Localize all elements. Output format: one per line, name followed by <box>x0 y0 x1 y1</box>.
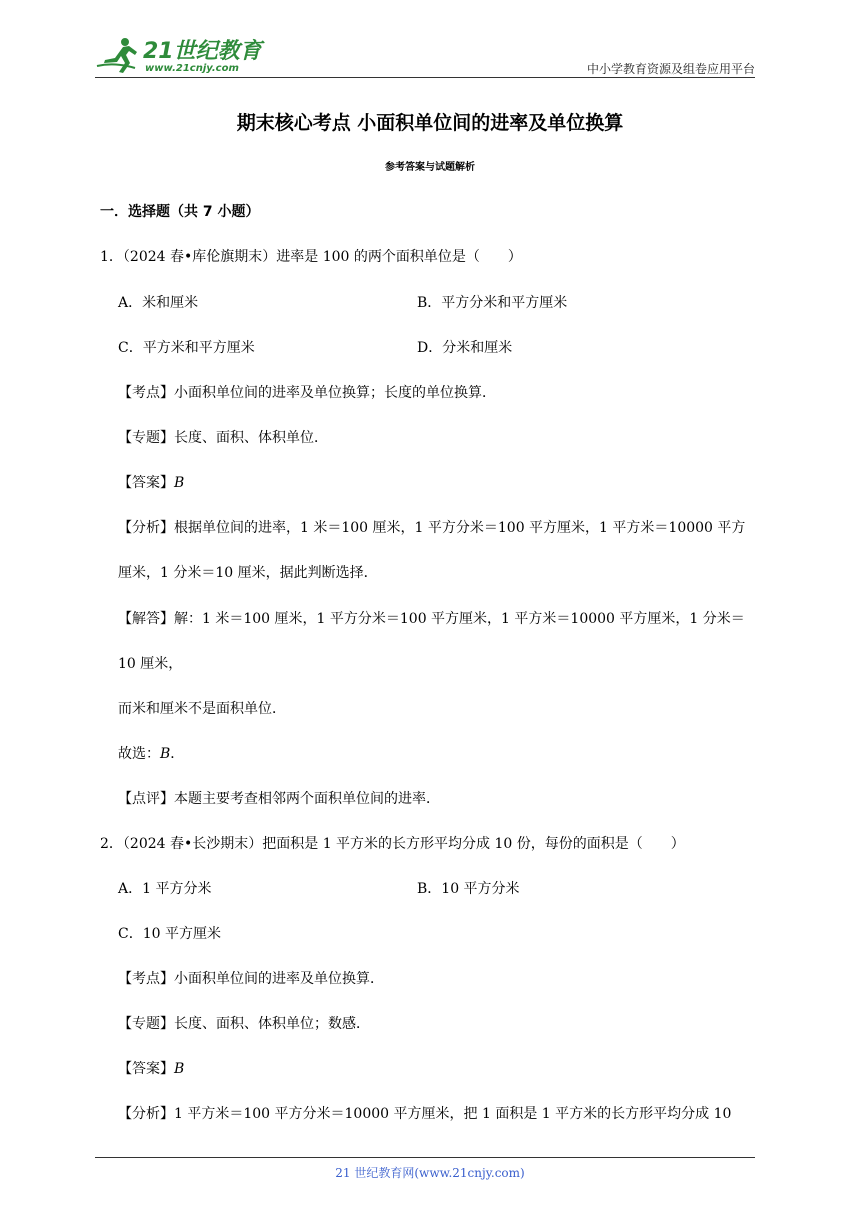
q1-option-d: D．分米和厘米 <box>417 340 513 356</box>
q1-zhuanti: 【专题】长度、面积、体积单位． <box>118 430 328 446</box>
q1-answer <box>118 472 184 492</box>
q1-kaodian: 【考点】小面积单位间的进率及单位换算；长度的单位换算． <box>118 385 496 401</box>
q2-fenxi-line1: 【分析】1 平方米＝100 平方分米＝10000 平方厘米，把 1 面积是 1 平方米的长方形平均分成 10 <box>118 1106 732 1122</box>
q2-kaodian: 【考点】小面积单位间的进率及单位换算． <box>118 971 384 987</box>
runner-logo-icon <box>95 36 141 76</box>
q2-answer-value: B <box>174 1061 185 1077</box>
q1-guxuan <box>118 743 184 763</box>
logo-text: 21世纪教育 <box>143 39 262 64</box>
q1-guxuan-label: 故选： <box>118 746 160 762</box>
q1-option-b: B．平方分米和平方厘米 <box>417 295 568 311</box>
q1-answer-label: 【答案】 <box>118 475 174 491</box>
q2-option-c: C．10 平方厘米 <box>118 926 221 942</box>
q1-jieda-line1: 【解答】解：1 米＝100 厘米，1 平方分米＝100 平方厘米，1 平方米＝10000 平方厘米，1 分米＝ <box>118 611 745 627</box>
q2-option-a: A．1 平方分米 <box>118 881 212 897</box>
q1-fenxi-line2: 厘米，1 分米＝10 厘米，据此判断选择． <box>118 565 378 581</box>
document-subtitle: 参考答案与试题解析 <box>385 162 475 173</box>
footer-divider <box>95 1157 755 1158</box>
page-header <box>95 28 755 78</box>
q1-dianping: 【点评】本题主要考查相邻两个面积单位间的进率． <box>118 791 440 807</box>
q1-jieda-line3: 而米和厘米不是面积单位． <box>118 701 286 717</box>
q2-zhuanti: 【专题】长度、面积、体积单位；数感． <box>118 1016 370 1032</box>
q1-stem: 1．（2024 春•库伦旗期末）进率是 100 的两个面积单位是（ ） <box>100 249 522 265</box>
q1-guxuan-value: B <box>160 746 171 762</box>
q1-guxuan-end: ． <box>170 746 185 762</box>
q2-answer <box>118 1058 184 1078</box>
logo-url: www.21cnjy.com <box>145 63 239 74</box>
header-divider <box>95 77 755 78</box>
site-logo[interactable] <box>95 34 265 78</box>
q2-option-b: B．10 平方分米 <box>417 881 520 897</box>
q1-fenxi-line1: 【分析】根据单位间的进率，1 米＝100 厘米，1 平方分米＝100 平方厘米，1 平方米＝10000 平方 <box>118 520 746 536</box>
document-title: 期末核心考点 小面积单位间的进率及单位换算 <box>236 112 624 134</box>
platform-name: 中小学教育资源及组卷应用平台 <box>586 62 755 76</box>
footer-link[interactable]: 21 世纪教育网(www.21cnjy.com) <box>335 1166 525 1180</box>
q2-stem: 2．（2024 春•长沙期末）把面积是 1 平方米的长方形平均分成 10 份，每份的面积是（ ） <box>100 836 685 852</box>
q1-jieda-line2: 10 厘米， <box>118 656 183 672</box>
q2-answer-label: 【答案】 <box>118 1061 174 1077</box>
q1-option-c: C．平方米和平方厘米 <box>118 340 255 356</box>
section-heading: 一．选择题（共 7 小题） <box>100 204 260 220</box>
q1-answer-value: B <box>174 475 185 491</box>
q1-option-a: A．米和厘米 <box>118 295 199 311</box>
